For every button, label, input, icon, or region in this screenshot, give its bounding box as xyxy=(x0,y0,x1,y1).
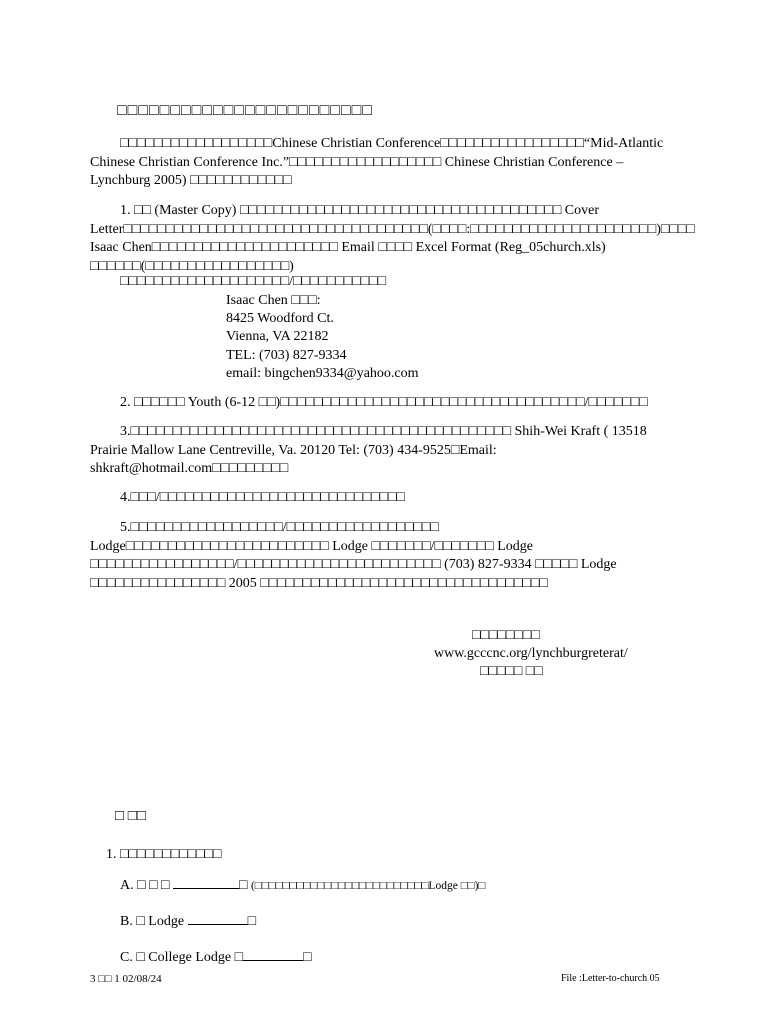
footer-page-number: 3 □□ 1 02/08/24 xyxy=(90,973,162,985)
item-4-paragraph: 4.□□□/□□□□□□□□□□□□□□□□□□□□□□□□□□□□□ xyxy=(120,490,405,505)
option-b-label: B. □ Lodge xyxy=(120,914,185,929)
item-5-paragraph: 5.□□□□□□□□□□□□□□□□□□/□□□□□□□□□□□□□□□□□□ Lodge□□□□□□□□□□□□□□□□□□□□□□□□ Lodge □□□□□□□/□□□□□□□ Lodge □□□□□□□□□□□□□□□□□/□□□□□□□□□□□□□□□□□□□□□□□□ (703) 827-9334 □□□□□ Lodge □□□□□□□□□□□□□□□□ 2005 □□□□□□□□□□□□□□□□□□□□□□□□□□□□□□□□□□ xyxy=(90,520,617,591)
address-tel: TEL: (703) 827-9334 xyxy=(226,347,347,363)
option-c-row xyxy=(120,948,312,966)
option-a-row: A. □ □ □ □ (□□□□□□□□□□□□□□□□□□□□□□□□□Lodge □□)□ xyxy=(120,878,486,893)
item-1-paragraph: 1. □□ (Master Copy) □□□□□□□□□□□□□□□□□□□□□□□□□□□□□□□□□□□□□□ Cover Letter□□□□□□□□□□□□□□□□□□□□□□□□□□□□□□□□□□□□(□□□□:□□□□□□□□□□□□□□□□□□□□□□)□□□□ Isaac Chen□□□□□□□□□□□□□□□□□□□□□□ Email □□□□ Excel Format (Reg_05church.xls) □□□□□□(□□□□□□□□□□□□□□□□□) xyxy=(90,203,695,274)
option-c-label: C. □ College Lodge □ xyxy=(120,950,244,965)
option-a-note: (□□□□□□□□□□□□□□□□□□□□□□□□□Lodge □□)□ xyxy=(250,880,486,892)
option-b-row xyxy=(120,912,256,930)
item-3-paragraph: 3.□□□□□□□□□□□□□□□□□□□□□□□□□□□□□□□□□□□□□□□□□□□□□ Shih-Wei Kraft ( 13518 Prairie Mallow Lane Centreville, Va. 20120 Tel: (703) 434-9525□Email: shkraft@hotmail.com□□□□□□□□□ xyxy=(90,424,647,476)
item-1-mail-text: □□□□□□□□□□□□□□□□□□□□/□□□□□□□□□□□ xyxy=(120,274,387,289)
item-1-mail-line xyxy=(120,274,386,290)
page-title: □□□□□□□□□□□□□□□□□□□□□□□□ xyxy=(117,102,373,119)
intro-paragraph: □□□□□□□□□□□□□□□□□□Chinese Christian Conference□□□□□□□□□□□□□□□□□“Mid-Atlantic Chinese Christian Conference Inc.”□□□□□□□□□□□□□□□□□□ Chinese Christian Conference – Lynchburg 2005) □□□□□□□□□□□□ xyxy=(90,136,664,188)
address-city: Vienna, VA 22182 xyxy=(226,329,329,345)
option-c-blank[interactable] xyxy=(243,948,303,961)
option-b-end: □ xyxy=(247,914,257,929)
address-street: 8425 Woodford Ct. xyxy=(226,311,334,327)
address-name: Isaac Chen □□□: xyxy=(226,293,321,308)
option-b-blank[interactable] xyxy=(188,912,248,925)
signature-url: www.gcccnc.org/lynchburgreterat/ xyxy=(434,646,628,661)
signature-date: □□□□□ □□ xyxy=(480,664,543,679)
option-a-label: A. □ □ □ xyxy=(120,878,170,893)
option-c-end: □ xyxy=(303,950,312,965)
footer-filename: File :Letter-to-church 05 xyxy=(561,973,660,984)
item-2-paragraph: 2. □□□□□□ Youth (6-12 □□)□□□□□□□□□□□□□□□□□□□□□□□□□□□□□□□□□□□□/□□□□□□□ xyxy=(120,395,648,410)
form-heading: □ □□ xyxy=(115,808,146,824)
signature-org: □□□□□□□□ xyxy=(472,628,540,643)
option-a-blank[interactable] xyxy=(173,876,239,889)
question-1: 1. □□□□□□□□□□□□ xyxy=(106,847,222,862)
address-email: email: bingchen9334@yahoo.com xyxy=(226,365,419,381)
address-block xyxy=(226,292,419,383)
